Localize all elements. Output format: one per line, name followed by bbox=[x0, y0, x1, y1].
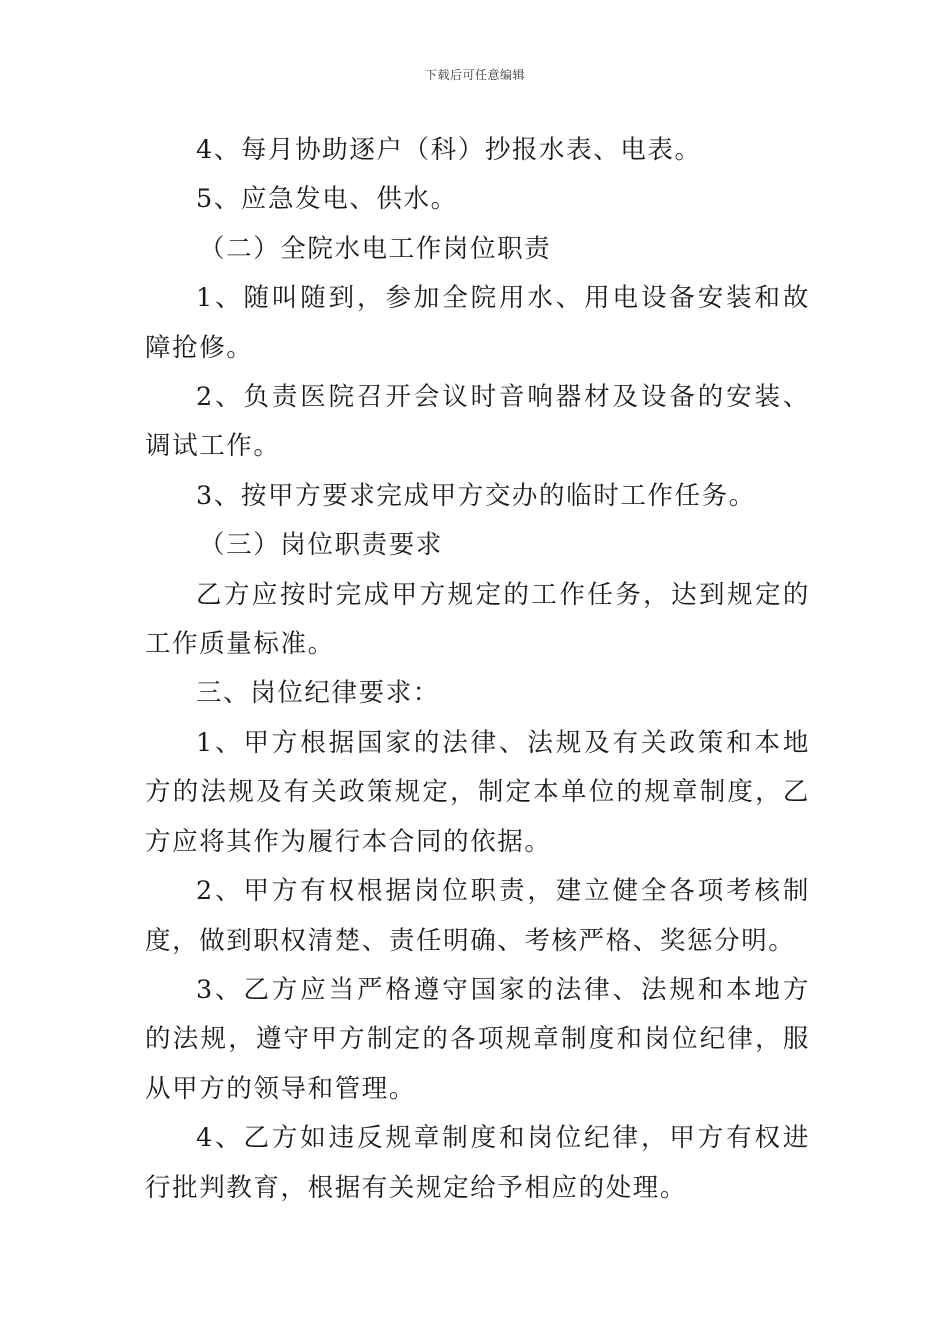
document-body bbox=[145, 126, 810, 1213]
paragraph-duty-2: 2、负责医院召开会议时音响器材及设备的安装、调试工作。 bbox=[145, 382, 810, 462]
paragraph-item-5: 5、应急发电、供水。 bbox=[196, 184, 458, 215]
section-heading-2: （二）全院水电工作岗位职责 bbox=[199, 233, 552, 264]
paragraph-discipline-3: 3、乙方应当严格遵守国家的法律、法规和本地方的法规，遵守甲方制定的各项规章制度和岗位纪律，服从甲方的领导和管理。 bbox=[145, 974, 810, 1104]
paragraph-duty-1: 1、随叫随到，参加全院用水、用电设备安装和故障抢修。 bbox=[145, 283, 810, 363]
section-heading-3: （三）岗位职责要求 bbox=[199, 530, 443, 561]
paragraph-item-4: 4、每月协助逐户（科）抄报水表、电表。 bbox=[196, 135, 702, 165]
paragraph-discipline-1: 1、甲方根据国家的法律、法规及有关政策和本地方的法规及有关政策规定，制定本单位的规章制度，乙方应将其作为履行本合同的依据。 bbox=[145, 727, 810, 857]
paragraph-duty-3: 3、按甲方要求完成甲方交办的临时工作任务。 bbox=[196, 480, 756, 511]
section-heading-discipline: 三、岗位纪律要求： bbox=[196, 678, 440, 709]
page-header-note: 下载后可任意编辑 bbox=[424, 68, 525, 82]
paragraph-requirement: 乙方应按时完成甲方规定的工作任务，达到规定的工作质量标准。 bbox=[145, 579, 810, 660]
paragraph-discipline-4: 4、乙方如违反规章制度和岗位纪律，甲方有权进行批判教育，根据有关规定给予相应的处理。 bbox=[145, 1123, 810, 1203]
paragraph-discipline-2: 2、甲方有权根据岗位职责，建立健全各项考核制度，做到职权清楚、责任明确、考核严格、奖惩分明。 bbox=[145, 876, 810, 956]
